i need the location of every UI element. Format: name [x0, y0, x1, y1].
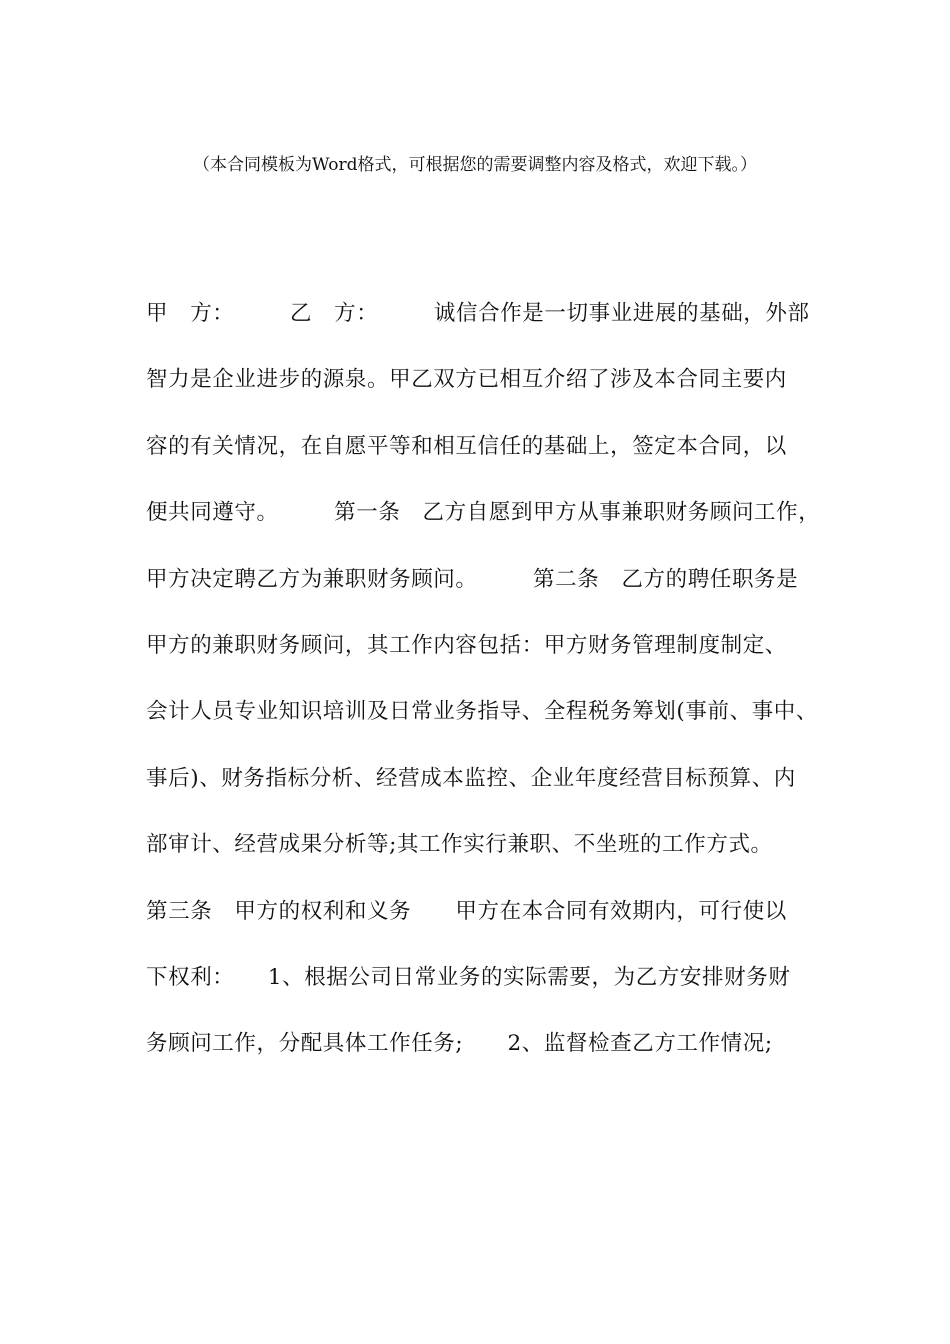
body-line: 智力是企业进步的源泉。甲乙双方已相互介绍了涉及本合同主要内 — [146, 367, 787, 393]
body-line: 甲 方： 乙 方： 诚信合作是一切事业进展的基础，外部 — [146, 301, 810, 326]
body-line: 甲方决定聘乙方为兼职财务顾问。 第二条 乙方的聘任职务是 — [146, 566, 799, 592]
body-line: 甲方的兼职财务顾问，其工作内容包括：甲方财务管理制度制定、 — [146, 632, 787, 658]
body-line: 下权利： 1、根据公司日常业务的实际需要，为乙方安排财务财 — [146, 964, 791, 990]
contract-body — [146, 292, 846, 1089]
template-note: （本合同模板为Word格式，可根据您的需要调整内容及格式，欢迎下载。） — [192, 155, 758, 175]
body-line: 容的有关情况，在自愿平等和相互信任的基础上，签定本合同，以 — [146, 433, 787, 459]
body-line: 事后)、财务指标分析、经营成本监控、企业年度经营目标预算、内 — [146, 765, 796, 791]
body-line: 便共同遵守。 第一条 乙方自愿到甲方从事兼职财务顾问工作， — [146, 500, 821, 526]
body-line: 会计人员专业知识培训及日常业务指导、全程税务筹划(事前、事中、 — [146, 699, 818, 725]
body-line: 务顾问工作，分配具体工作任务; 2、监督检查乙方工作情况; — [146, 1031, 773, 1057]
body-line: 部审计、经营成果分析等;其工作实行兼职、不坐班的工作方式。 — [146, 832, 773, 858]
body-line: 第三条 甲方的权利和义务 甲方在本合同有效期内，可行使以 — [146, 898, 787, 924]
